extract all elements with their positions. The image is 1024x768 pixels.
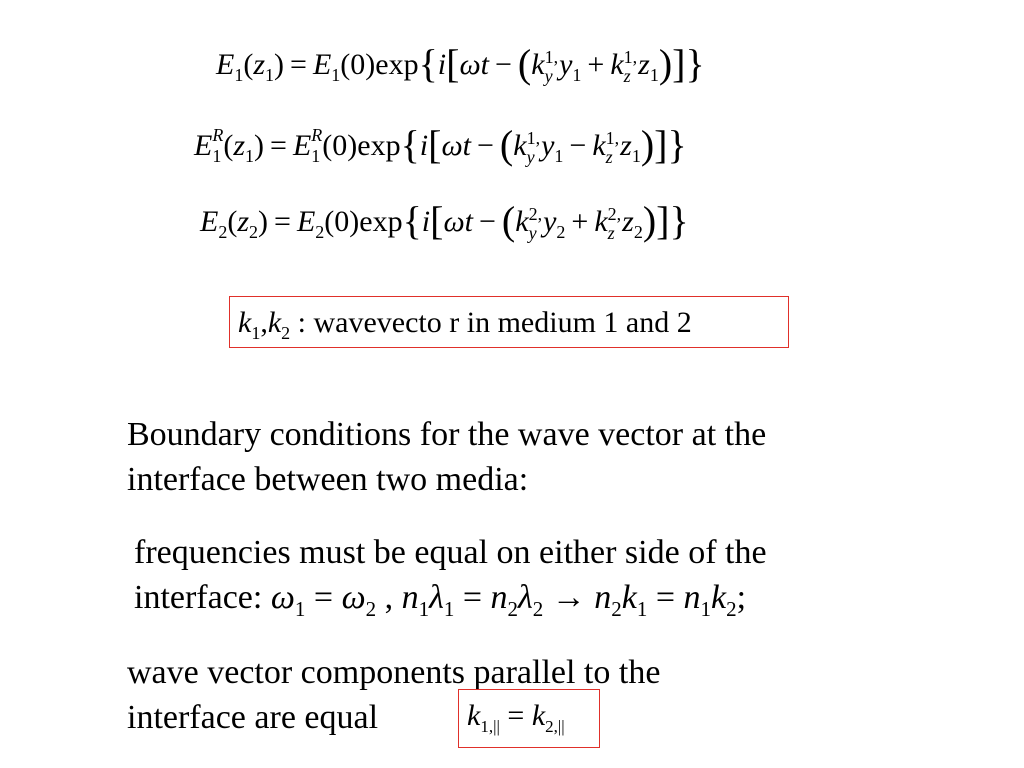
arrow: → [543,579,595,616]
imaginary-unit: i [419,129,429,162]
y-variable: y [541,129,555,162]
coord-index: 1 [245,146,255,166]
field-index: 1 [212,146,222,166]
parallel-line-2: interface are equal [127,699,379,736]
k2-index: 2 [281,323,291,343]
equation-e1-reflected: $E_1^R(z_1) = E_1^R(0)\exp\{i[\omega t - (k$ 1, y $y_1 - k$ 1, z $z_1$)]} [194,122,687,168]
coord-symbol: z [253,48,266,81]
z-index: 1 [631,146,641,166]
parallel-line-1: wave vector components parallel to the [127,654,661,691]
omega-t: ωt [443,205,473,238]
y-index: 2 [556,222,566,242]
boundary-line-2: interface between two media: [127,461,529,498]
reflected-superscript: R [311,125,323,145]
y-variable: y [559,48,573,81]
reflected-superscript: R [212,125,224,145]
field-symbol: E [296,205,316,238]
kz-subscript: 1, z [623,47,638,87]
wavevector-note [238,306,692,343]
plus-sign: + [587,48,605,81]
y-index: 1 [554,146,564,166]
z-variable: z [622,205,634,238]
field-index: 1 [311,146,321,166]
field-index: 2 [315,222,325,242]
minus-sign: − [478,205,496,238]
wavevector-note-box [229,296,789,348]
omega-t: ωt [441,129,471,162]
argument-zero: (0) [324,205,360,238]
minus-sign: − [494,48,512,81]
ky-subscript: 2, y [528,204,543,244]
field-symbol: E [200,205,219,238]
k-parallel-box [458,689,600,748]
z-variable: z [638,48,650,81]
comma: , [260,306,268,339]
argument-zero: (0) [322,129,358,162]
frequencies-paragraph [134,530,767,620]
frequencies-line-2: interface: $\omega_1 = \omega_2$ , $n_1\lambda_1 = n_2\lambda_2 \to n_2k_1 = n_1k_2$; [134,579,747,621]
interface-label: interface: [134,579,271,616]
field-symbol: E [194,129,213,162]
kz-subscript: 2, z [607,204,622,244]
coord-symbol: z [233,129,246,162]
equals-sign: = [270,129,287,162]
field-symbol: E [312,48,332,81]
k2-symbol: k [267,306,282,339]
coord-index: 2 [249,222,259,242]
boundary-conditions-paragraph [127,412,766,502]
k1-index: 1 [251,323,261,343]
y-variable: y [543,205,557,238]
minus-sign: − [476,129,494,162]
field-symbol: E [216,48,235,81]
field-index: 1 [234,65,244,85]
equals-sign: = [274,205,291,238]
equals-sign: = [290,48,307,81]
z-index: 1 [649,65,659,85]
coord-symbol: z [237,205,250,238]
wavevector-note-text: : wavevecto r in medium 1 and 2 [290,306,692,339]
coord-index: 1 [265,65,275,85]
boundary-line-1: Boundary conditions for the wave vector at the [127,416,767,453]
exp-function: exp [375,48,419,81]
minus-sign: − [569,129,587,162]
ky-subscript: 1, y [526,128,541,168]
plus-sign: + [571,205,589,238]
exp-function: exp [357,129,401,162]
equation-e1: $E_1(z_1) = E_1(0)\exp\{i[\omega t - (k$ 1, y $y_1 + k$ 1, z $z_1$)]} [216,41,705,87]
argument-zero: (0) [340,48,376,81]
exp-function: exp [359,205,403,238]
y-index: 1 [572,65,582,85]
imaginary-unit: i [437,48,447,81]
field-index: 1 [331,65,341,85]
omega-t: ωt [459,48,489,81]
frequencies-line-1: frequencies must be equal on either side of the [134,534,767,571]
z-index: 2 [633,222,643,242]
field-symbol: E [292,129,312,162]
field-index: 2 [218,222,228,242]
imaginary-unit: i [421,205,431,238]
z-variable: z [620,129,632,162]
kz-subscript: 1, z [605,128,620,168]
equation-e2: $E_2(z_2) = E_2(0)\exp\{i[\omega t - (k$ 2, y $y_2 + k$ 2, z $z_2$)]} [200,198,689,244]
k-parallel-equation: $k_{1,||} = k_{2,||}$ [467,699,565,736]
ky-subscript: 1, y [544,47,559,87]
k1-symbol: k [238,306,252,339]
